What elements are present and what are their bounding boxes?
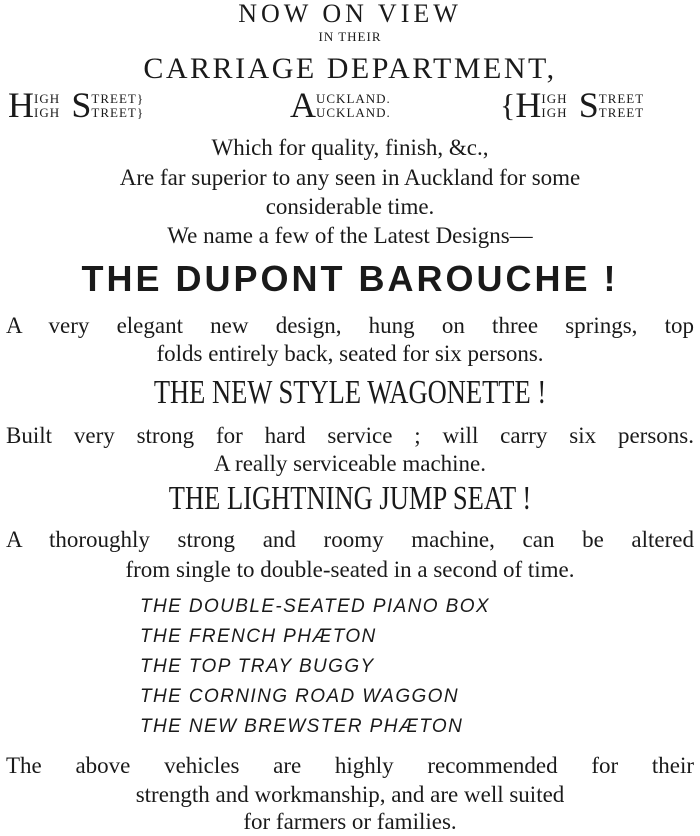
- design-title-lightning-jump-seat: THE LIGHTNING JUMP SEAT !: [168, 480, 532, 517]
- design-1-description-line-2: folds entirely back, seated for six persons.: [156, 341, 544, 366]
- vehicle-list-item-piano-box: THE DOUBLE-SEATED PIANO BOX: [140, 596, 490, 617]
- address-center-uckland-2: UCKLAND.: [316, 105, 391, 120]
- closing-line-1: The above vehicles are highly recommended for their: [6, 753, 694, 778]
- intro-line-4: We name a few of the Latest Designs—: [167, 223, 533, 248]
- intro-line-2: Are far superior to any seen in Auckland for some: [119, 165, 581, 190]
- design-2-description-line-1: Built very strong for hard service ; will carry six persons.: [6, 423, 694, 448]
- vehicle-list-item-corning-road-waggon: THE CORNING ROAD WAGGON: [140, 686, 459, 707]
- department-heading: CARRIAGE DEPARTMENT,: [143, 52, 557, 85]
- address-left-igh-2: IGH: [34, 105, 61, 120]
- design-1-description-line-1: A very elegant new design, hung on three springs, top: [6, 313, 694, 338]
- address-center: [290, 85, 391, 130]
- vehicle-list-item-top-tray-buggy: THE TOP TRAY BUGGY: [140, 656, 375, 677]
- vehicle-list-item-french-phaeton: THE FRENCH PHÆTON: [140, 626, 377, 647]
- design-title-dupont-barouche: THE DUPONT BAROUCHE !: [81, 258, 619, 299]
- in-their-line: IN THEIR: [318, 29, 382, 44]
- design-2-description-line-2: A really serviceable machine.: [213, 451, 487, 476]
- address-right-brace: {: [500, 87, 516, 123]
- now-on-view-heading: NOW ON VIEW: [238, 0, 462, 28]
- address-left-igh-1: IGH: [34, 91, 61, 106]
- design-3-description-line-2: from single to double-seated in a second of time.: [125, 557, 575, 582]
- address-right-street-2: TREET: [598, 105, 645, 120]
- address-right: [500, 85, 645, 130]
- intro-line-3: considerable time.: [265, 194, 435, 219]
- address-right-s: S: [578, 85, 599, 125]
- design-3-description-line-1: A thoroughly strong and roomy machine, can be altered: [6, 527, 694, 552]
- address-right-street-1: TREET: [598, 91, 645, 106]
- address-left-street-2: TREET}: [91, 105, 145, 120]
- address-right-igh-1: IGH: [541, 91, 568, 106]
- closing-line-2: strength and workmanship, and are well suited: [135, 782, 565, 807]
- address-right-h: H: [515, 85, 542, 125]
- intro-line-1: Which for quality, finish, &c.,: [211, 135, 489, 160]
- closing-line-3: for farmers or families.: [243, 809, 457, 834]
- address-center-uckland-1: UCKLAND.: [316, 91, 391, 106]
- address-center-a: A: [290, 85, 316, 125]
- address-left-h: H: [8, 85, 34, 125]
- address-left-street-1: TREET}: [91, 91, 145, 106]
- address-left-s: S: [71, 85, 92, 125]
- address-right-igh-2: IGH: [541, 105, 568, 120]
- address-left: [8, 85, 145, 130]
- vehicle-list-item-brewster-phaeton: THE NEW BREWSTER PHÆTON: [140, 716, 464, 737]
- design-title-new-style-wagonette: THE NEW STYLE WAGONETTE !: [153, 374, 547, 411]
